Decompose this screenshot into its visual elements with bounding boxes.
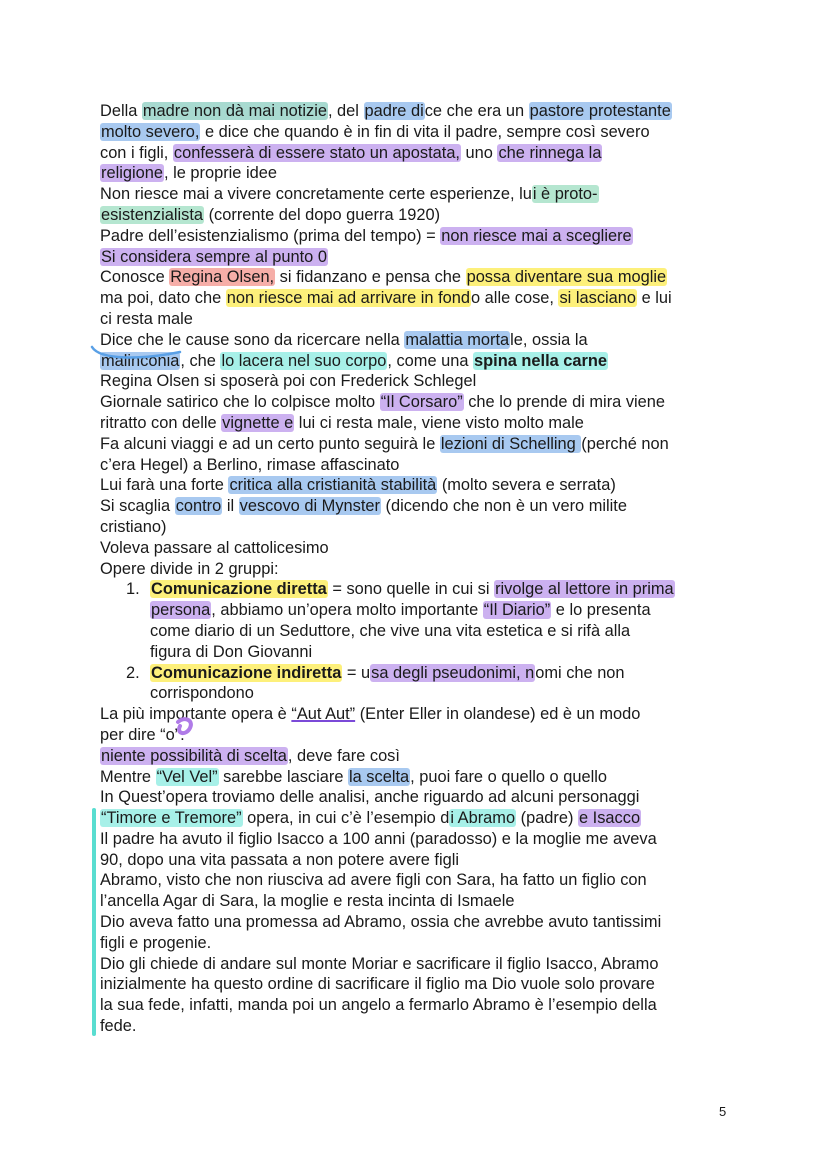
list-number: 2. — [126, 663, 140, 682]
text-run: Padre dell’esistenzialismo (prima del tempo) = — [100, 226, 441, 245]
text-line — [100, 330, 740, 351]
text-line — [100, 247, 740, 268]
text-run: Opere divide in 2 gruppi: — [100, 559, 279, 578]
text-line — [100, 600, 740, 621]
list-item — [100, 579, 740, 600]
text-line — [100, 621, 740, 642]
text-line — [100, 995, 740, 1016]
text-run: e lo presenta — [551, 601, 651, 620]
text-run: le, ossia la — [510, 330, 588, 349]
highlight-aqua: lo lacera nel suo corpo — [221, 351, 387, 370]
highlight-green: esistenzialista — [101, 205, 204, 224]
text-run: uno — [461, 143, 498, 162]
list-number: 1. — [126, 580, 140, 599]
text-run: ma poi, dato che — [100, 289, 226, 308]
text-run: c’era Hegel) a Berlino, rimase affascinato — [100, 455, 400, 474]
text-run: che lo prende di mira viene — [463, 393, 666, 412]
text-run: In Quest’opera troviamo delle analisi, anche riguardo ad alcuni personaggi — [100, 788, 640, 807]
highlight-aqua: i Abramo — [450, 809, 516, 828]
highlight-purple: “Il Diario” — [483, 601, 551, 620]
text-run: (molto severa e serrata) — [437, 476, 616, 495]
notes-body — [100, 101, 740, 1037]
highlight-purple: sa degli pseudonimi, n — [371, 663, 535, 682]
text-run: il — [222, 497, 239, 516]
highlight-yellow: non riesce mai ad arrivare in fond — [226, 289, 471, 308]
highlight-blue: critica alla cristianità stabilità — [229, 476, 437, 495]
text-line — [100, 392, 740, 413]
text-run: Il padre ha avuto il figlio Isacco a 100 anni (paradosso) e la moglie me aveva — [100, 829, 657, 848]
highlight-blue: malattia morta — [405, 330, 510, 349]
text-run: ce che era un — [424, 102, 529, 120]
highlight-aqua: “Vel Vel” — [156, 767, 218, 786]
highlight-aqua-bold: spina nella carne — [474, 351, 608, 370]
text-line — [100, 496, 740, 517]
highlight-purple: che rinnega la — [498, 143, 602, 162]
text-line — [100, 538, 740, 559]
highlight-blue: la scelta — [349, 767, 410, 786]
text-run: opera, in cui c’è l’esempio d — [242, 809, 450, 828]
text-run: l’ancella Agar di Sara, la moglie e resta incinta di Ismaele — [100, 892, 515, 911]
text-run: Non riesce mai a vivere concretamente certe esperienze, lu — [100, 185, 532, 204]
text-run: Dio gli chiede di andare sul monte Moriar e sacrificare il figlio Isacco, Abramo — [100, 954, 659, 973]
text-run: Regina Olsen si sposerà poi con Frederick Schlegel — [100, 372, 477, 391]
text-run: lui ci resta male, viene visto molto male — [294, 413, 584, 432]
highlight-purple: rivolge al lettore in prima — [495, 580, 674, 599]
text-run: Dice che le cause sono da ricercare nella — [100, 330, 405, 349]
text-run: Giornale satirico che lo colpisce molto — [100, 393, 380, 412]
text-run: (padre) — [516, 809, 579, 828]
text-run: ritratto con delle — [100, 413, 222, 432]
text-run: corrispondono — [150, 684, 254, 703]
highlight-purple: e Isacco — [579, 809, 641, 828]
text-run: e dice che quando è in fin di vita il padre, sempre così severo — [200, 122, 650, 141]
text-line — [100, 101, 740, 122]
page-number: 5 — [719, 1104, 727, 1119]
text-run: 90, dopo una vita passata a non potere avere figli — [100, 850, 460, 869]
text-line — [100, 559, 740, 580]
text-line — [100, 517, 740, 538]
text-run: fede. — [100, 1017, 137, 1036]
text-run: Conosce — [100, 268, 170, 287]
text-run: (dicendo che non è un vero milite — [380, 497, 627, 516]
highlight-yellow: si lasciano — [559, 289, 637, 308]
text-line — [100, 974, 740, 995]
highlight-blue: pastore protestante — [529, 102, 671, 120]
highlight-yellow: possa diventare sua moglie — [466, 268, 667, 287]
text-run: e lui — [637, 289, 672, 308]
highlight-aqua: “Timore e Tremore” — [101, 809, 242, 828]
highlight-purple: “Il Corsaro” — [380, 393, 463, 412]
text-line — [100, 746, 740, 767]
text-run: figura di Don Giovanni — [150, 642, 313, 661]
text-run: , puoi fare o quello o quello — [410, 767, 607, 786]
text-line — [100, 725, 740, 746]
text-line — [100, 808, 740, 829]
text-run: Si scaglia — [100, 497, 175, 516]
text-run: o alle cose, — [471, 289, 559, 308]
text-run: Abramo, visto che non riusciva ad avere figli con Sara, ha fatto un figlio con — [100, 871, 647, 890]
highlight-purple: Si considera sempre al punto 0 — [101, 247, 327, 266]
text-line — [100, 351, 740, 372]
text-line — [100, 371, 740, 392]
text-line — [100, 184, 740, 205]
text-run: Mentre — [100, 767, 156, 786]
text-line — [100, 891, 740, 912]
text-line — [100, 143, 740, 164]
highlight-purple: persona — [151, 601, 211, 620]
highlight-yellow-bold: Comunicazione diretta — [151, 580, 327, 599]
text-run: si fidanzano e pensa che — [275, 268, 466, 287]
highlight-blue: lezioni di Schelling — [440, 434, 581, 453]
text-line — [100, 413, 740, 434]
text-run: per dire “o”. — [100, 725, 185, 744]
highlight-yellow-bold: Comunicazione indiretta — [151, 663, 342, 682]
text-line — [100, 850, 740, 871]
text-run: = sono quelle in cui si — [327, 580, 495, 599]
highlight-blue: padre di — [364, 102, 424, 120]
text-run: , deve fare così — [287, 746, 400, 765]
text-line — [100, 912, 740, 933]
text-run: (Enter Eller in olandese) ed è un modo — [355, 705, 641, 724]
text-line — [100, 205, 740, 226]
text-run: sarebbe lasciare — [218, 767, 348, 786]
text-run: La più importante opera è — [100, 705, 292, 724]
highlight-purple: niente possibilità di scelta — [101, 746, 287, 765]
text-run: (perché non — [581, 434, 669, 453]
highlight-green: i è proto- — [532, 185, 598, 204]
text-run: Lui farà una forte — [100, 476, 229, 495]
highlight-teal: madre non dà mai notizie — [142, 102, 327, 120]
text-line — [100, 787, 740, 808]
text-line — [100, 475, 740, 496]
text-run: (corrente del dopo guerra 1920) — [204, 205, 441, 224]
text-run: Fa alcuni viaggi e ad un certo punto seguirà le — [100, 434, 440, 453]
text-run: la sua fede, infatti, manda poi un angelo a fermarlo Abramo è l’esempio della — [100, 996, 657, 1015]
text-line — [100, 288, 740, 309]
text-run: inizialmente ha questo ordine di sacrificare il figlio ma Dio vuole solo provare — [100, 975, 655, 994]
text-line — [100, 267, 740, 288]
underlined-title: “Aut Aut” — [291, 705, 356, 724]
text-run: , del — [327, 102, 364, 120]
text-run: , le proprie idee — [163, 164, 277, 183]
highlight-purple: non riesce mai a scegliere — [441, 226, 632, 245]
highlight-purple: confesserà di essere stato un apostata, — [173, 143, 460, 162]
text-run: Voleva passare al cattolicesimo — [100, 538, 329, 557]
text-line — [100, 933, 740, 954]
text-run: come diario di un Seduttore, che vive una vita estetica e si rifà alla — [150, 621, 631, 640]
highlight-blue: vescovo di Mynster — [239, 497, 380, 516]
highlight-blue: malinconia — [101, 351, 180, 370]
highlight-blue: molto severo, — [101, 122, 200, 141]
text-run: , come una — [387, 351, 474, 370]
text-line — [100, 683, 740, 704]
text-line — [100, 122, 740, 143]
text-line — [100, 642, 740, 663]
text-line — [100, 1016, 740, 1037]
text-line — [100, 226, 740, 247]
highlight-purple: vignette e — [222, 413, 294, 432]
text-run: cristiano) — [100, 517, 167, 536]
text-line — [100, 954, 740, 975]
text-line — [100, 434, 740, 455]
text-run: con i figli, — [100, 143, 173, 162]
text-run: figli e progenie. — [100, 933, 212, 952]
text-run: ci resta male — [100, 309, 193, 328]
highlight-purple: religione — [101, 164, 163, 183]
list-item — [100, 663, 740, 684]
text-line — [100, 829, 740, 850]
text-line — [100, 309, 740, 330]
text-run: , che — [180, 351, 221, 370]
text-line — [100, 455, 740, 476]
text-line — [100, 163, 740, 184]
text-run: Della — [100, 102, 142, 120]
highlight-blue: contro — [175, 497, 222, 516]
highlight-red: Regina Olsen, — [170, 268, 275, 287]
text-run: , abbiamo un’opera molto importante — [211, 601, 483, 620]
text-line — [100, 870, 740, 891]
text-run: = u — [342, 663, 371, 682]
text-run: omi che non — [535, 663, 625, 682]
text-run: Dio aveva fatto una promessa ad Abramo, ossia che avrebbe avuto tantissimi — [100, 913, 662, 932]
margin-highlight-bar — [92, 808, 96, 1036]
text-line — [100, 704, 740, 725]
text-line — [100, 767, 740, 788]
